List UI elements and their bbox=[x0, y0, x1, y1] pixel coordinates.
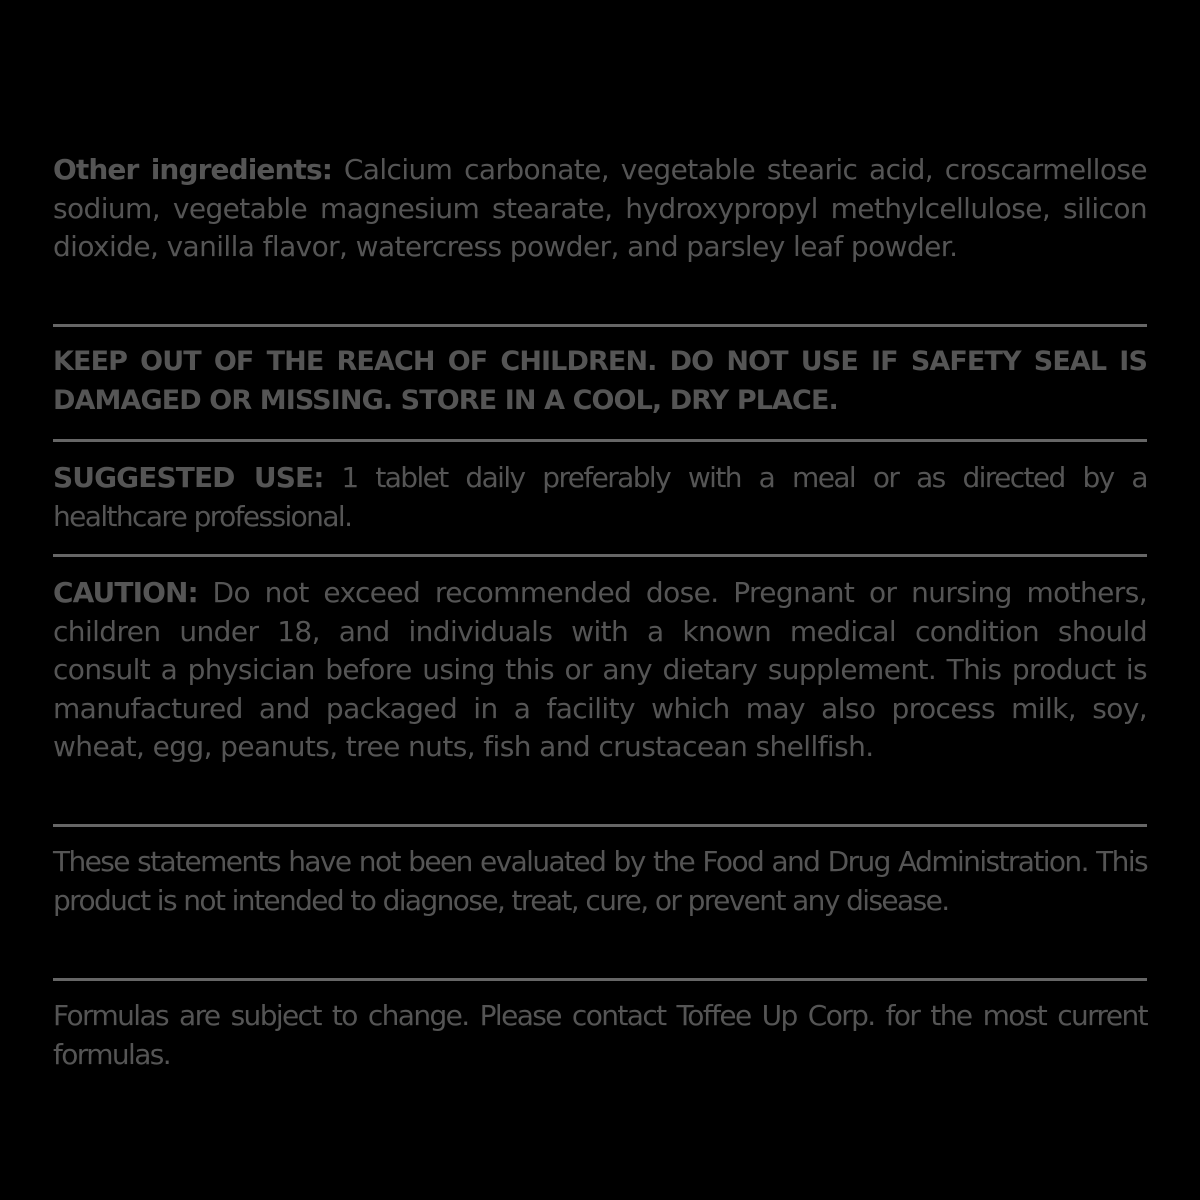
other-ingredients-text: Calcium carbonate, vegetable stearic acid, croscarmellose sodium, vegetable magnesium stearate, hydroxypropyl methylcellulose, silicon dioxide, vanilla flavor, watercress powder, and parsley leaf powder. bbox=[53, 153, 1147, 263]
section-divider bbox=[53, 824, 1147, 827]
other-ingredients-heading: Other ingredients: bbox=[53, 153, 333, 186]
caution-text: Do not exceed recommended dose. Pregnant or nursing mothers, children under 18, and individuals with a known medical condition should consult a physician before using this or any dietary supplement. This product is manufactured and packaged in a facility which may also process milk, soy, wheat, egg, peanuts, tree nuts, fish and crustacean shellfish. bbox=[53, 576, 1147, 763]
caution-section bbox=[53, 574, 1147, 767]
suggested-use-section bbox=[53, 459, 1147, 536]
fda-disclaimer-text: These statements have not been evaluated by the Food and Drug Administration. This product is not intended to diagnose, treat, cure, or prevent any disease. bbox=[53, 845, 1147, 917]
warning-text: KEEP OUT OF THE REACH OF CHILDREN. DO NOT USE IF SAFETY SEAL IS DAMAGED OR MISSING. STORE IN A COOL, DRY PLACE. bbox=[53, 346, 1147, 416]
other-ingredients-section bbox=[53, 151, 1147, 267]
formula-notice-text: Formulas are subject to change. Please contact Toffee Up Corp. for the most current formulas. bbox=[53, 999, 1147, 1071]
section-divider bbox=[53, 324, 1147, 327]
warning-section bbox=[53, 343, 1147, 420]
formula-notice-section bbox=[53, 997, 1147, 1074]
fda-disclaimer-section bbox=[53, 843, 1147, 920]
suggested-use-text: 1 tablet daily preferably with a meal or as directed by a healthcare professional. bbox=[53, 461, 1147, 533]
suggested-use-heading: SUGGESTED USE: bbox=[53, 461, 324, 494]
caution-heading: CAUTION: bbox=[53, 576, 198, 609]
section-divider bbox=[53, 439, 1147, 442]
section-divider bbox=[53, 554, 1147, 557]
section-divider bbox=[53, 978, 1147, 981]
